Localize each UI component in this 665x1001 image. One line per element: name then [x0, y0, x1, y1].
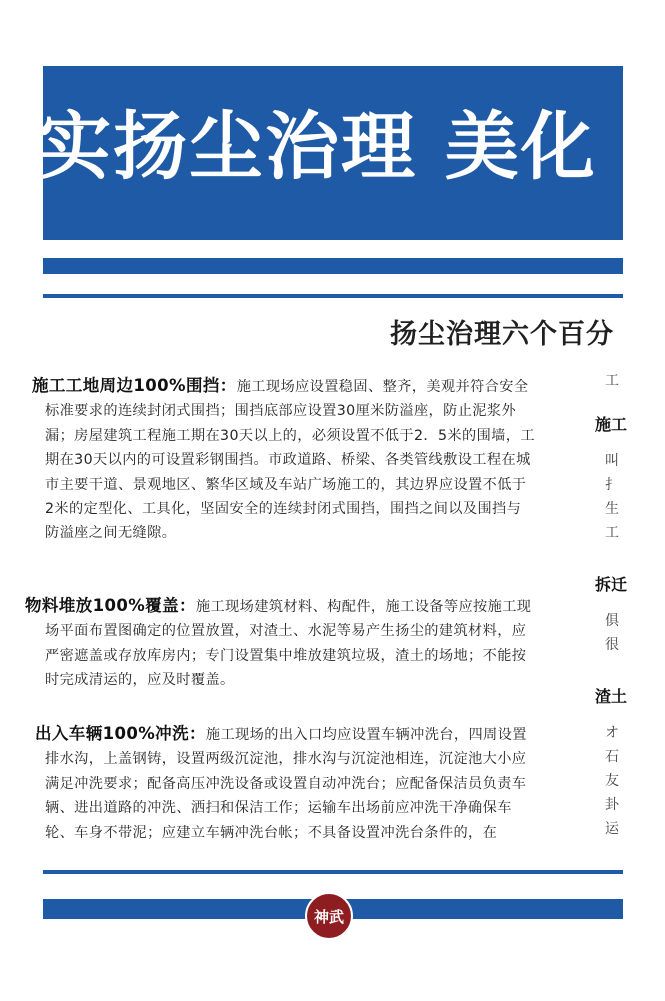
right-fragment: 卦	[605, 797, 619, 813]
paragraph-heading: 物料堆放100%覆盖：	[25, 596, 196, 615]
paragraph-vehicle-wash	[35, 722, 535, 845]
banner-title: 实扬尘治理 美化	[37, 104, 597, 190]
right-fragment: 友	[605, 773, 619, 789]
divider-line	[43, 294, 623, 298]
paragraph-heading: 出入车辆100%冲洗：	[35, 724, 206, 743]
paragraph-heading: 施工工地周边100%围挡：	[32, 376, 237, 395]
divider-stripe	[43, 258, 623, 274]
right-fragment: 很	[605, 637, 619, 653]
right-heading: 拆迁	[595, 575, 628, 594]
right-fragment: 生	[605, 501, 619, 517]
paragraph-material-cover	[25, 594, 535, 693]
right-fragment: 叫	[605, 453, 619, 469]
paragraph-body: 施工现场建筑材料、构配件，施工设备等应按施工现场平面布置图确定的位置放置，对渣土、水泥等易产生扬尘的建筑材料，应严密遮盖或存放库房内；专门设置集中堆放建筑垃圾，渣土的场地；不能按时完成清运的，应及时覆盖。	[45, 599, 532, 689]
logo-text: 神武	[313, 907, 344, 926]
right-fragment: 石	[605, 749, 619, 765]
right-fragment: 工	[605, 373, 619, 389]
footer-line	[43, 870, 623, 874]
right-heading: 渣土	[595, 687, 628, 706]
company-logo	[305, 892, 353, 940]
section-title: 扬尘治理六个百分	[390, 319, 614, 350]
poster	[25, 66, 628, 946]
paragraph-fence	[32, 374, 535, 546]
right-fragment: 扌	[605, 477, 619, 493]
right-heading: 施工	[595, 415, 628, 434]
right-fragment: 工	[605, 525, 619, 541]
right-fragment: 俱	[605, 613, 619, 629]
title-banner	[37, 66, 623, 240]
paragraph-body: 施工现场的出入口均应设置车辆冲洗台，四周设置排水沟，上盖钢铸，设置两级沉淀池，排水沟与沉淀池相连，沉淀池大小应满足冲洗要求；配备高压冲洗设备或设置自动冲洗台；应配备保洁员负责车辆、进出道路的冲洗、洒扫和保洁工作；运输车出场前应冲洗干净确保车轮、车身不带泥；应建立车辆冲洗台帐；不具备设置冲洗台条件的，在	[45, 727, 527, 841]
paragraph-body: 施工现场应设置稳固、整齐，美观并符合安全标准要求的连续封闭式围挡；围挡底部应设置30厘米防溢座，防止泥浆外漏；房屋建筑工程施工期在30天以上的，必须设置不低于2．5米的围墙，工期在30天以内的可设置彩钢围挡。市政道路、桥梁、各类管线敷设工程在城市主要干道、景观地区、繁华区域及车站广场施工的，其边界应设置不低于2米的定型化、工具化，坚固安全的连续封闭式围挡，围挡之间以及围挡与防溢座之间无缝隙。	[45, 379, 535, 542]
right-fragment: 运	[605, 821, 619, 837]
right-fragment: オ	[605, 725, 619, 741]
